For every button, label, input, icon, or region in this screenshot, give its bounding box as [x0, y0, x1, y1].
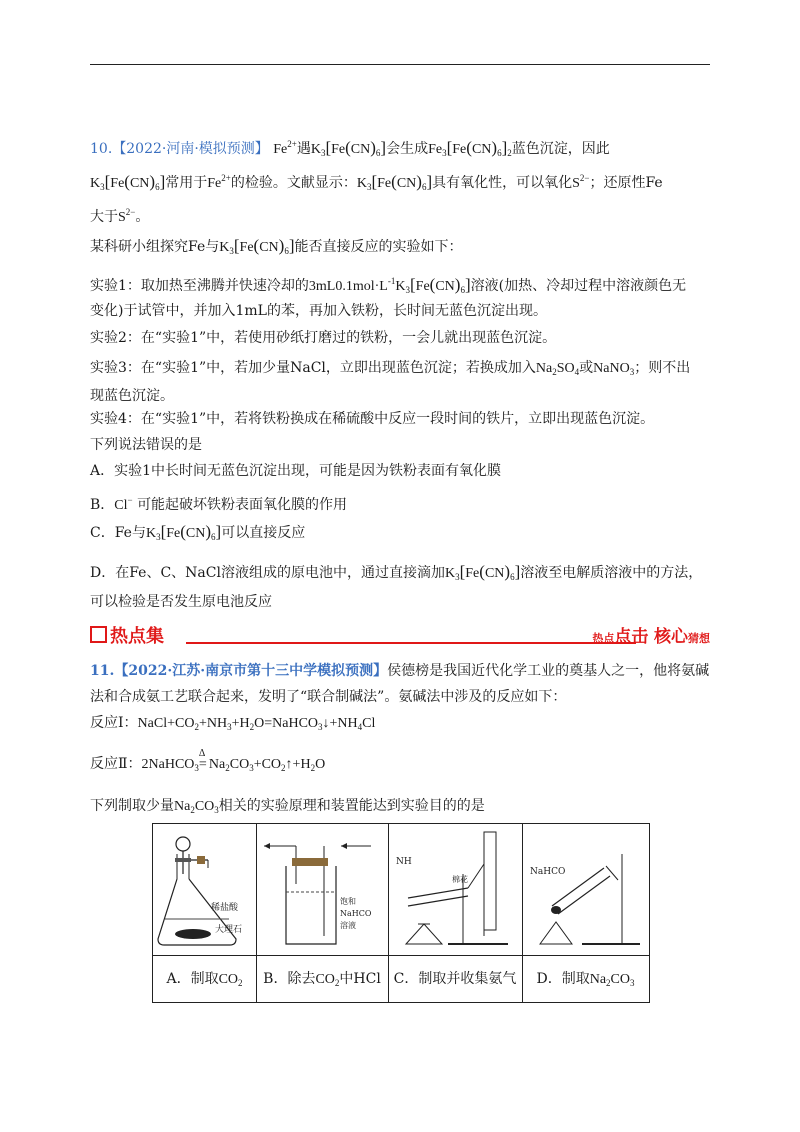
tube-heating-figure: [522, 824, 649, 955]
q10-line-6: 变化)于试管中，并加入1mL的苯，再加入铁粉，长时间无蓝色沉淀出现。: [90, 303, 547, 319]
saturated-label: 饱和: [340, 897, 356, 906]
banner-title: 热点集: [90, 622, 164, 648]
q10-line-5: 实验1：取加热至沸腾并快速冷却的$3mL0.1mol\cdot L^{-1}K_3[Fe(CN)_6]$溶液(加热、冷却过程中溶液颜色无: [90, 275, 687, 295]
reaction-1: 反应Ⅰ：$NaCl+CO_2+NH_3+H_2O=NaHCO_3↓+NH_4Cl$: [90, 715, 376, 732]
ammonia-collection-figure: [388, 824, 522, 955]
q10-option-a: A．实验1中长时间无蓝色沉淀出现，可能是因为铁粉表面有氧化膜: [90, 463, 502, 479]
q10-line-3: 大于$S^{2-}$。: [90, 207, 150, 225]
flask-apparatus-figure: [153, 824, 256, 955]
apparatus-cell-b: [256, 824, 389, 1002]
question-number: 11.: [90, 663, 115, 679]
caption-a: A．制取$CO_2$: [153, 955, 256, 1003]
reaction-2: 反应Ⅱ：2NaHCO$_3$ Δ = $Na_2CO_3+CO_2↑+H_2O$: [90, 754, 325, 778]
caption-c: C．制取并收集氨气: [388, 955, 522, 1003]
q10-line-2: $K_3[Fe(CN)_6]$常用于$Fe^{2+}$的检验。文献显示：$K_3[Fe(CN)_6]$具有氧化性，可以氧化$S^{2-}$；还原性Fe: [90, 172, 663, 192]
q10-line-10: 实验4：在“实验1”中，若将铁粉换成在稀硫酸中反应一段时间的铁片，立即出现蓝色沉淀。: [90, 411, 655, 427]
q10-option-c: C．Fe与$K_3[Fe(CN)_6]$可以直接反应: [90, 522, 306, 542]
q10-option-d: D．在Fe、C、NaCl溶液组成的原电池中，通过直接滴加$K_3[Fe(CN)_6]$溶液至电解质溶液中的方法，: [90, 562, 703, 582]
q10-line-8: 实验3：在“实验1”中，若加少量NaCl，立即出现蓝色沉淀；若换成加入$Na_2SO_4$或NaNO$_3$；则不出: [90, 360, 691, 377]
q11-line-3: 下列制取少量$Na_2CO_3$相关的实验原理和装置能达到实验目的的是: [90, 798, 485, 815]
apparatus-cell-d: [522, 824, 649, 1002]
caption-d: D．制取$Na_2CO_3$: [522, 955, 649, 1003]
q10-line-9: 现蓝色沉淀。: [90, 388, 174, 404]
dilute-acid-label: 稀盐酸: [211, 903, 239, 913]
solution-label: 溶液: [340, 921, 356, 930]
banner-rule: [186, 642, 636, 644]
q11-line-1: 11.【2022·江苏·南京市第十三中学模拟预测】侯德榜是我国近代化学工业的奠基人之一，他将氨碱: [90, 663, 710, 679]
header-rule: [90, 64, 710, 65]
q10-option-b: B．Cl− 可能起破坏铁粉表面氧化膜的作用: [90, 495, 348, 513]
q10-line-11: 下列说法错误的是: [90, 437, 202, 453]
hotspot-banner: [90, 622, 710, 650]
delta-heat-icon: Δ: [198, 748, 206, 759]
caption-b: B．除去$CO_2$中HCl: [256, 955, 388, 1003]
nh4cl-label: NH: [396, 857, 412, 867]
q10-line-1: 10.【2022·河南·模拟预测】 $Fe^{2+}$遇$K_3[Fe(CN)_6]$会生成$Fe_3[Fe(CN)_6]_2$蓝色沉淀，因此: [90, 138, 610, 158]
banner-slogan: 热点点击 核心猜想: [592, 627, 710, 647]
nahco3-tube-label: NaHCO: [530, 867, 566, 877]
question-number: 10.: [90, 141, 113, 157]
q10-option-d-cont: 可以检验是否发生原电池反应: [90, 594, 272, 610]
q11-line-2: 法和合成氨工艺联合起来，发明了“联合制碱法”。氨碱法中涉及的反应如下：: [90, 689, 567, 705]
apparatus-cell-a: [153, 824, 257, 1002]
apparatus-table: [152, 823, 650, 1003]
question-source: 【2022·河南·模拟预测】: [112, 141, 269, 157]
apparatus-cell-c: [388, 824, 523, 1002]
gas-washing-bottle-figure: [256, 824, 388, 955]
nahco3-label: NaHCO: [340, 909, 372, 918]
cotton-label: 棉花: [452, 875, 468, 884]
question-source: 【2022·江苏·南京市第十三中学模拟预测】: [114, 663, 388, 679]
checkbox-icon: [90, 626, 107, 643]
marble-label: 大理石: [215, 925, 243, 935]
q10-line-4: 某科研小组探究Fe与$K_3[Fe(CN)_6]$能否直接反应的实验如下：: [90, 236, 463, 256]
q10-line-7: 实验2：在“实验1”中，若使用砂纸打磨过的铁粉，一会儿就出现蓝色沉淀。: [90, 330, 557, 346]
